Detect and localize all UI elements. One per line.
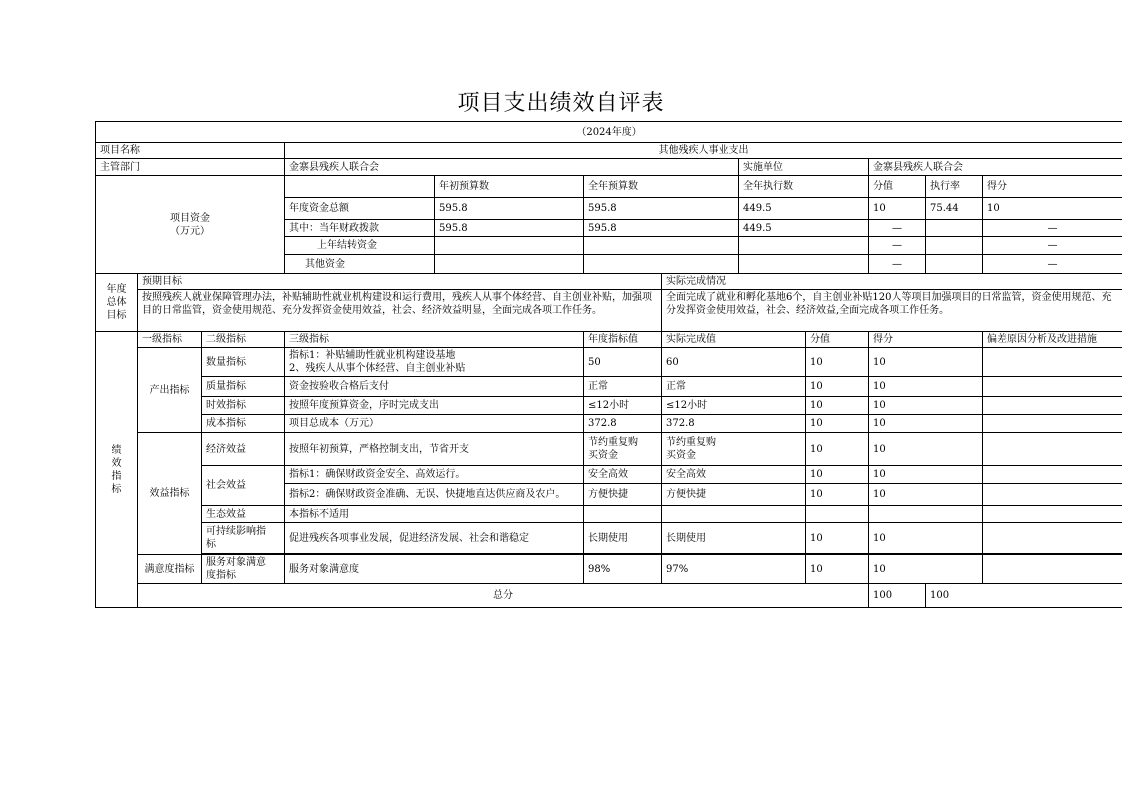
- level2-cost: 成本指标: [202, 415, 285, 433]
- actual-cell: ≤12小时: [662, 397, 806, 415]
- header-actual: 实际完成值: [662, 332, 806, 348]
- deviation-cell: [983, 555, 1122, 584]
- funds-label-line2: （万元）: [170, 225, 210, 237]
- deviation-cell: [983, 377, 1122, 397]
- header-target: 年度指标值: [584, 332, 662, 348]
- level2-sustainable: [202, 523, 285, 554]
- value-cell: 10: [806, 555, 869, 584]
- actual-cell: 97%: [662, 555, 806, 584]
- funds-header-score: 得分: [983, 176, 1122, 198]
- level3-quantity: [285, 348, 584, 377]
- funds-row-label: 年度资金总额: [285, 198, 435, 220]
- funds-cell: 449.5: [739, 198, 869, 220]
- score-cell: 10: [869, 433, 983, 466]
- value-cell: 10: [806, 348, 869, 377]
- funds-row-label: 其中：当年财政拨款: [285, 220, 435, 237]
- level3-cost: 项目总成本（万元）: [285, 415, 584, 433]
- level2-sustainable-line2: 标: [206, 539, 216, 550]
- funds-header-empty: [285, 176, 435, 198]
- actual-line: 节约重复购: [666, 437, 716, 448]
- level3-social-1: 指标1：确保财政资金安全、高效运行。: [285, 466, 584, 484]
- goals-label-line1: 年度: [106, 284, 127, 295]
- level2-quality: 质量指标: [202, 377, 285, 397]
- header-value: 分值: [806, 332, 869, 348]
- value-cell: [806, 506, 869, 523]
- level3-timeliness: 按照年度预算资金，序时完成支出: [285, 397, 584, 415]
- deviation-cell: [983, 433, 1122, 466]
- target-cell: ≤12小时: [584, 397, 662, 415]
- deviation-cell: [983, 397, 1122, 415]
- funds-cell: [926, 237, 983, 255]
- target-cell: 长期使用: [584, 523, 662, 554]
- level1-satisfaction: 满意度指标: [138, 555, 202, 584]
- target-cell: 方便快捷: [584, 484, 662, 506]
- score-cell: 10: [869, 466, 983, 484]
- page-title: 项目支出绩效自评表: [457, 91, 665, 116]
- actual-cell: [662, 433, 806, 466]
- funds-cell: —: [869, 220, 926, 237]
- actual-cell: 长期使用: [662, 523, 806, 554]
- score-cell: 10: [869, 555, 983, 584]
- score-cell: 10: [869, 397, 983, 415]
- funds-row-label: 其他资金: [285, 255, 435, 274]
- funds-cell: 10: [869, 198, 926, 220]
- target-cell: 98%: [584, 555, 662, 584]
- level2-quantity: 数量指标: [202, 348, 285, 377]
- score-cell: 10: [869, 348, 983, 377]
- target-cell: [584, 506, 662, 523]
- deviation-cell: [983, 523, 1122, 554]
- project-name-value: 其他残疾人事业支出: [285, 143, 1122, 159]
- funds-cell: [435, 255, 584, 274]
- score-cell: 10: [869, 415, 983, 433]
- level3-satisfaction: 服务对象满意度: [285, 555, 584, 584]
- header-level2: 二级指标: [202, 332, 285, 348]
- deviation-cell: [983, 506, 1122, 523]
- funds-cell: —: [869, 237, 926, 255]
- funds-cell: [435, 237, 584, 255]
- funds-label: [96, 176, 285, 274]
- target-cell: 正常: [584, 377, 662, 397]
- impl-value: 金寨县残疾人联合会: [869, 159, 1122, 176]
- value-cell: 10: [806, 523, 869, 554]
- level2-social: 社会效益: [202, 466, 285, 506]
- actual-completion-label: 实际完成情况: [662, 274, 1122, 290]
- funds-cell: 595.8: [435, 220, 584, 237]
- indicators-side-char: 绩: [111, 444, 122, 456]
- level1-benefit: 效益指标: [138, 433, 202, 555]
- funds-cell: 595.8: [435, 198, 584, 220]
- actual-cell: 安全高效: [662, 466, 806, 484]
- indicators-side-char: 指: [111, 470, 122, 482]
- funds-cell: [926, 255, 983, 274]
- indicators-side-char: 标: [111, 483, 122, 495]
- level2-satisfaction-line2: 度指标: [206, 570, 236, 581]
- value-cell: 10: [806, 466, 869, 484]
- deviation-cell: [983, 466, 1122, 484]
- header-level3: 三级指标: [285, 332, 584, 348]
- funds-header-rate: 执行率: [926, 176, 983, 198]
- score-cell: 10: [869, 484, 983, 506]
- target-cell: [584, 433, 662, 466]
- level2-economic: 经济效益: [202, 433, 285, 466]
- funds-header-full: 全年预算数: [584, 176, 739, 198]
- funds-cell: 595.8: [584, 220, 739, 237]
- header-deviation: 偏差原因分析及改进措施: [983, 332, 1122, 348]
- header-score: 得分: [869, 332, 983, 348]
- level3-quantity-line2: 2、残疾人从事个体经营、自主创业补贴: [289, 363, 466, 374]
- value-cell: 10: [806, 415, 869, 433]
- target-cell: 50: [584, 348, 662, 377]
- target-cell: 372.8: [584, 415, 662, 433]
- funds-cell: [739, 255, 869, 274]
- goals-label: [96, 274, 138, 332]
- deviation-cell: [983, 484, 1122, 506]
- goals-label-line3: 目标: [106, 310, 127, 321]
- target-cell: 安全高效: [584, 466, 662, 484]
- funds-cell: 75.44: [926, 198, 983, 220]
- actual-line: 买资金: [666, 450, 696, 461]
- level2-satisfaction: [202, 555, 285, 584]
- level1-output: 产出指标: [138, 348, 202, 433]
- level2-satisfaction-line1: 服务对象满意: [206, 557, 266, 568]
- funds-header-score-value: 分值: [869, 176, 926, 198]
- actual-completion-text: 全面完成了就业和孵化基地6个，自主创业补贴120人等项目加强项目的日常监管，资金使用规范、充分发挥资金使用效益，社会、经济效益,全面完成各项工作任务。: [662, 290, 1122, 332]
- funds-header-executed: 全年执行数: [739, 176, 869, 198]
- score-cell: 10: [869, 523, 983, 554]
- funds-cell: [739, 237, 869, 255]
- score-cell: [869, 506, 983, 523]
- actual-cell: [662, 506, 806, 523]
- indicators-side-char: 效: [111, 457, 122, 469]
- funds-cell: [926, 220, 983, 237]
- actual-cell: 方便快捷: [662, 484, 806, 506]
- value-cell: 10: [806, 484, 869, 506]
- value-cell: 10: [806, 433, 869, 466]
- level3-quantity-line1: 指标1：补贴辅助性就业机构建设基地: [289, 350, 456, 361]
- impl-label: 实施单位: [739, 159, 869, 176]
- score-cell: 10: [869, 377, 983, 397]
- level3-ecological: 本指标不适用: [285, 506, 584, 523]
- total-value: 100: [869, 584, 926, 608]
- funds-cell: [584, 237, 739, 255]
- funds-cell: —: [869, 255, 926, 274]
- dept-label: 主管部门: [96, 159, 285, 176]
- level3-quality: 资金按验收合格后支付: [285, 377, 584, 397]
- funds-cell: 595.8: [584, 198, 739, 220]
- project-name-label: 项目名称: [96, 143, 285, 159]
- level2-sustainable-line1: 可持续影响指: [206, 526, 266, 537]
- funds-row-label: 上年结转资金: [285, 237, 435, 255]
- funds-cell: —: [983, 220, 1122, 237]
- goals-label-line2: 总体: [106, 297, 127, 308]
- indicators-side-label: [96, 332, 138, 608]
- actual-cell: 60: [662, 348, 806, 377]
- expected-goal-label: 预期目标: [138, 274, 662, 290]
- deviation-cell: [983, 348, 1122, 377]
- value-cell: 10: [806, 397, 869, 415]
- funds-cell: 449.5: [739, 220, 869, 237]
- target-line: 节约重复购: [588, 437, 638, 448]
- level3-social-2: 指标2：确保财政资金准确、无误、快捷地直达供应商及农户。: [285, 484, 584, 506]
- actual-cell: 372.8: [662, 415, 806, 433]
- actual-cell: 正常: [662, 377, 806, 397]
- header-level1: 一级指标: [138, 332, 202, 348]
- level3-sustainable: 促进残疾各项事业发展，促进经济发展、社会和谐稳定: [285, 523, 584, 554]
- total-score: 100: [926, 584, 1122, 608]
- funds-cell: —: [983, 255, 1122, 274]
- funds-cell: [584, 255, 739, 274]
- funds-header-initial: 年初预算数: [435, 176, 584, 198]
- expected-goal-text: 按照残疾人就业保障管理办法，补贴辅助性就业机构建设和运行费用，残疾人从事个体经营、自主创业补贴，加强项目的日常监管，资金使用规范、充分发挥资金使用效益，社会、经济效益明显，全面完成各项工作任务。: [138, 290, 662, 332]
- funds-cell: 10: [983, 198, 1122, 220]
- year-label: （2024年度）: [96, 122, 1122, 143]
- total-label: 总分: [138, 584, 869, 608]
- value-cell: 10: [806, 377, 869, 397]
- deviation-cell: [983, 415, 1122, 433]
- funds-label-line1: 项目资金: [170, 212, 210, 224]
- level2-timeliness: 时效指标: [202, 397, 285, 415]
- self-evaluation-table: [95, 121, 1122, 608]
- level3-economic: 按照年初预算，严格控制支出，节省开支: [285, 433, 584, 466]
- funds-cell: —: [983, 237, 1122, 255]
- dept-value: 金寨县残疾人联合会: [285, 159, 739, 176]
- target-line: 买资金: [588, 450, 618, 461]
- level2-ecological: 生态效益: [202, 506, 285, 523]
